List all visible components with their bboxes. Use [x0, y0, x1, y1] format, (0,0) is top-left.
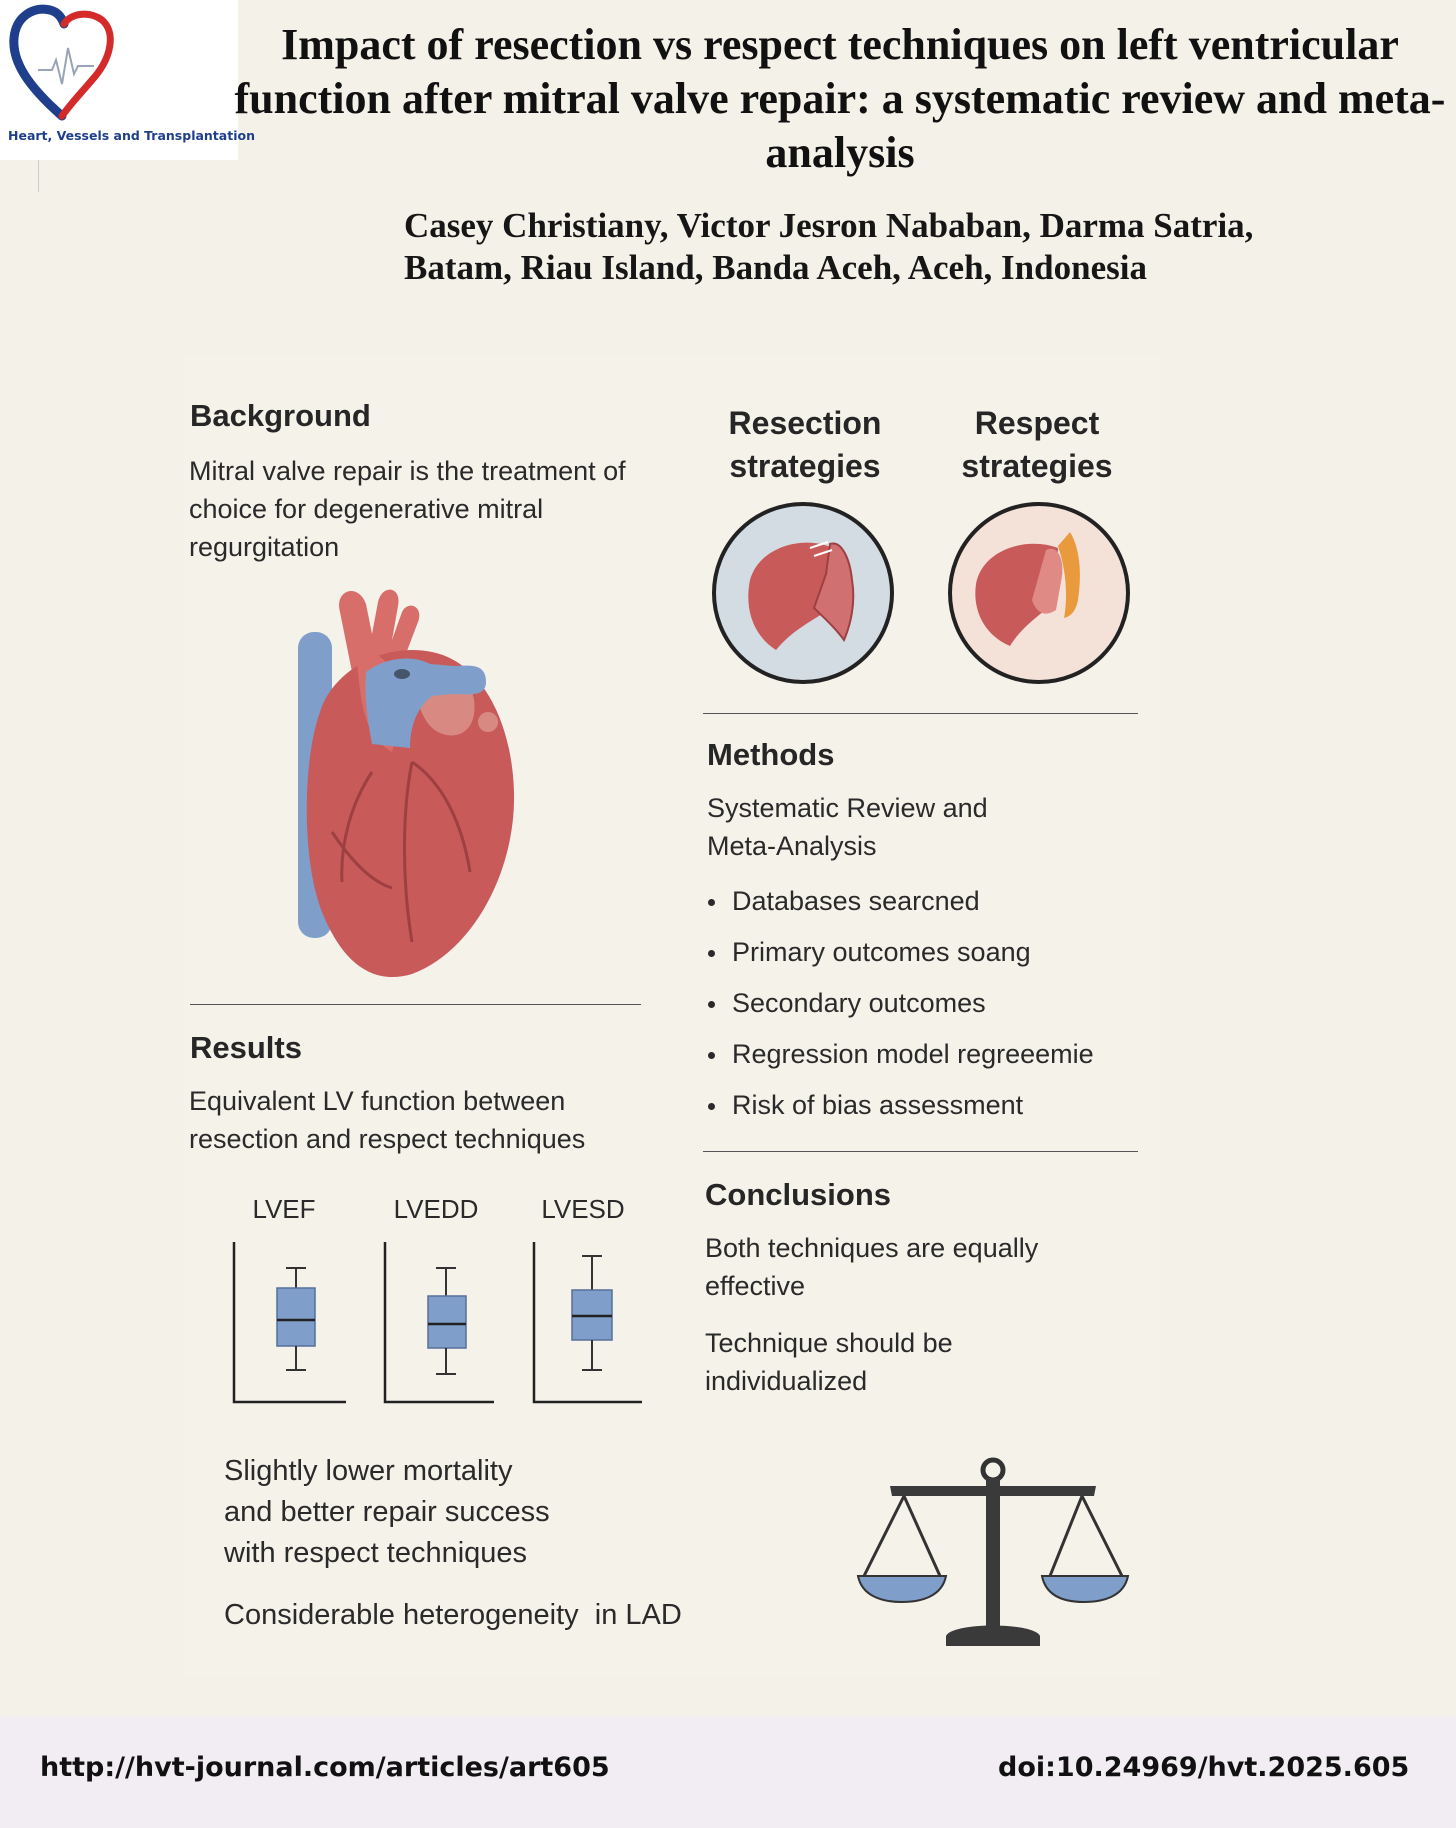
journal-logo: [0, 0, 255, 160]
boxplot-label-lvef: LVEF: [252, 1194, 316, 1224]
methods-heading: Methods: [707, 737, 835, 772]
methods-subtitle-line1: Systematic Review and: [707, 793, 988, 823]
methods-divider: [703, 1151, 1138, 1152]
authors-line2: Batam, Riau Island, Banda Aceh, Aceh, Indonesia: [404, 248, 1147, 287]
authors-line1: Casey Christiany, Victor Jesron Nababan, Darma Satria,: [404, 206, 1254, 245]
methods-subtitle-line2: Meta-Analysis: [707, 831, 877, 861]
boxplot-lvedd: [385, 1242, 494, 1402]
conclusions-text-1: Both techniques are equally effective: [705, 1233, 1039, 1301]
results-heading: Results: [190, 1030, 302, 1065]
boxplots: [228, 1238, 648, 1408]
resection-valve-icon: [710, 500, 896, 686]
results-finding-2: Considerable heterogeneity in LAD: [224, 1599, 682, 1631]
resection-label-line2: strategies: [729, 448, 881, 484]
methods-bullet: Primary outcomes soang: [706, 927, 1094, 978]
conclusions-text-2: Technique should be individualized: [705, 1328, 953, 1396]
journal-name: Heart, Vessels and Transplantation: [8, 128, 255, 143]
respect-valve-icon: [946, 500, 1132, 686]
authors: [404, 205, 1444, 289]
results-finding-1: [224, 1451, 664, 1574]
background-text: Mitral valve repair is the treatment of choice for degenerative mitral regurgitation: [189, 456, 626, 562]
strategies-divider: [703, 713, 1138, 714]
respect-label-line1: Respect: [974, 405, 1100, 441]
boxplot-lvef: [234, 1242, 346, 1402]
background-heading: Background: [190, 398, 371, 433]
logo-divider: [38, 160, 39, 192]
methods-bullet-list: [706, 876, 1094, 1131]
doi-link[interactable]: doi:10.24969/hvt.2025.605: [998, 1752, 1410, 1783]
methods-bullet: Secondary outcomes: [706, 978, 1094, 1029]
methods-bullet: Regression model regreeemie: [706, 1029, 1094, 1080]
page-title: Impact of resection vs respect techniques on left ventricular function after mitral valve repair: a systematic review and meta-analysis: [234, 20, 1446, 177]
respect-strategies-label: [932, 402, 1142, 488]
results-text: Equivalent LV function between resection and respect techniques: [189, 1086, 586, 1154]
boxplot-lvesd: [534, 1242, 642, 1402]
methods-bullet: Databases searcned: [706, 876, 1094, 927]
article-url-link[interactable]: http://hvt-journal.com/articles/art605: [40, 1752, 610, 1783]
finding1-line3: with respect techniques: [224, 1537, 528, 1569]
methods-bullet: Risk of bias assessment: [706, 1080, 1094, 1131]
resection-label-line1: Resection: [728, 405, 882, 441]
conclusions-heading: Conclusions: [705, 1177, 892, 1212]
heart-logo-icon: [8, 4, 120, 122]
heart-illustration: [262, 582, 522, 978]
methods-subtitle: [707, 789, 1127, 865]
balance-scale-icon: [856, 1456, 1130, 1656]
resection-strategies-label: [700, 402, 910, 488]
background-divider: [190, 1004, 641, 1005]
finding1-line1: Slightly lower mortality: [224, 1455, 513, 1487]
boxplot-label-lvesd: LVESD: [541, 1194, 625, 1224]
boxplot-label-lvedd: LVEDD: [393, 1194, 479, 1224]
finding1-line2: and better repair success: [224, 1496, 550, 1528]
respect-label-line2: strategies: [961, 448, 1113, 484]
